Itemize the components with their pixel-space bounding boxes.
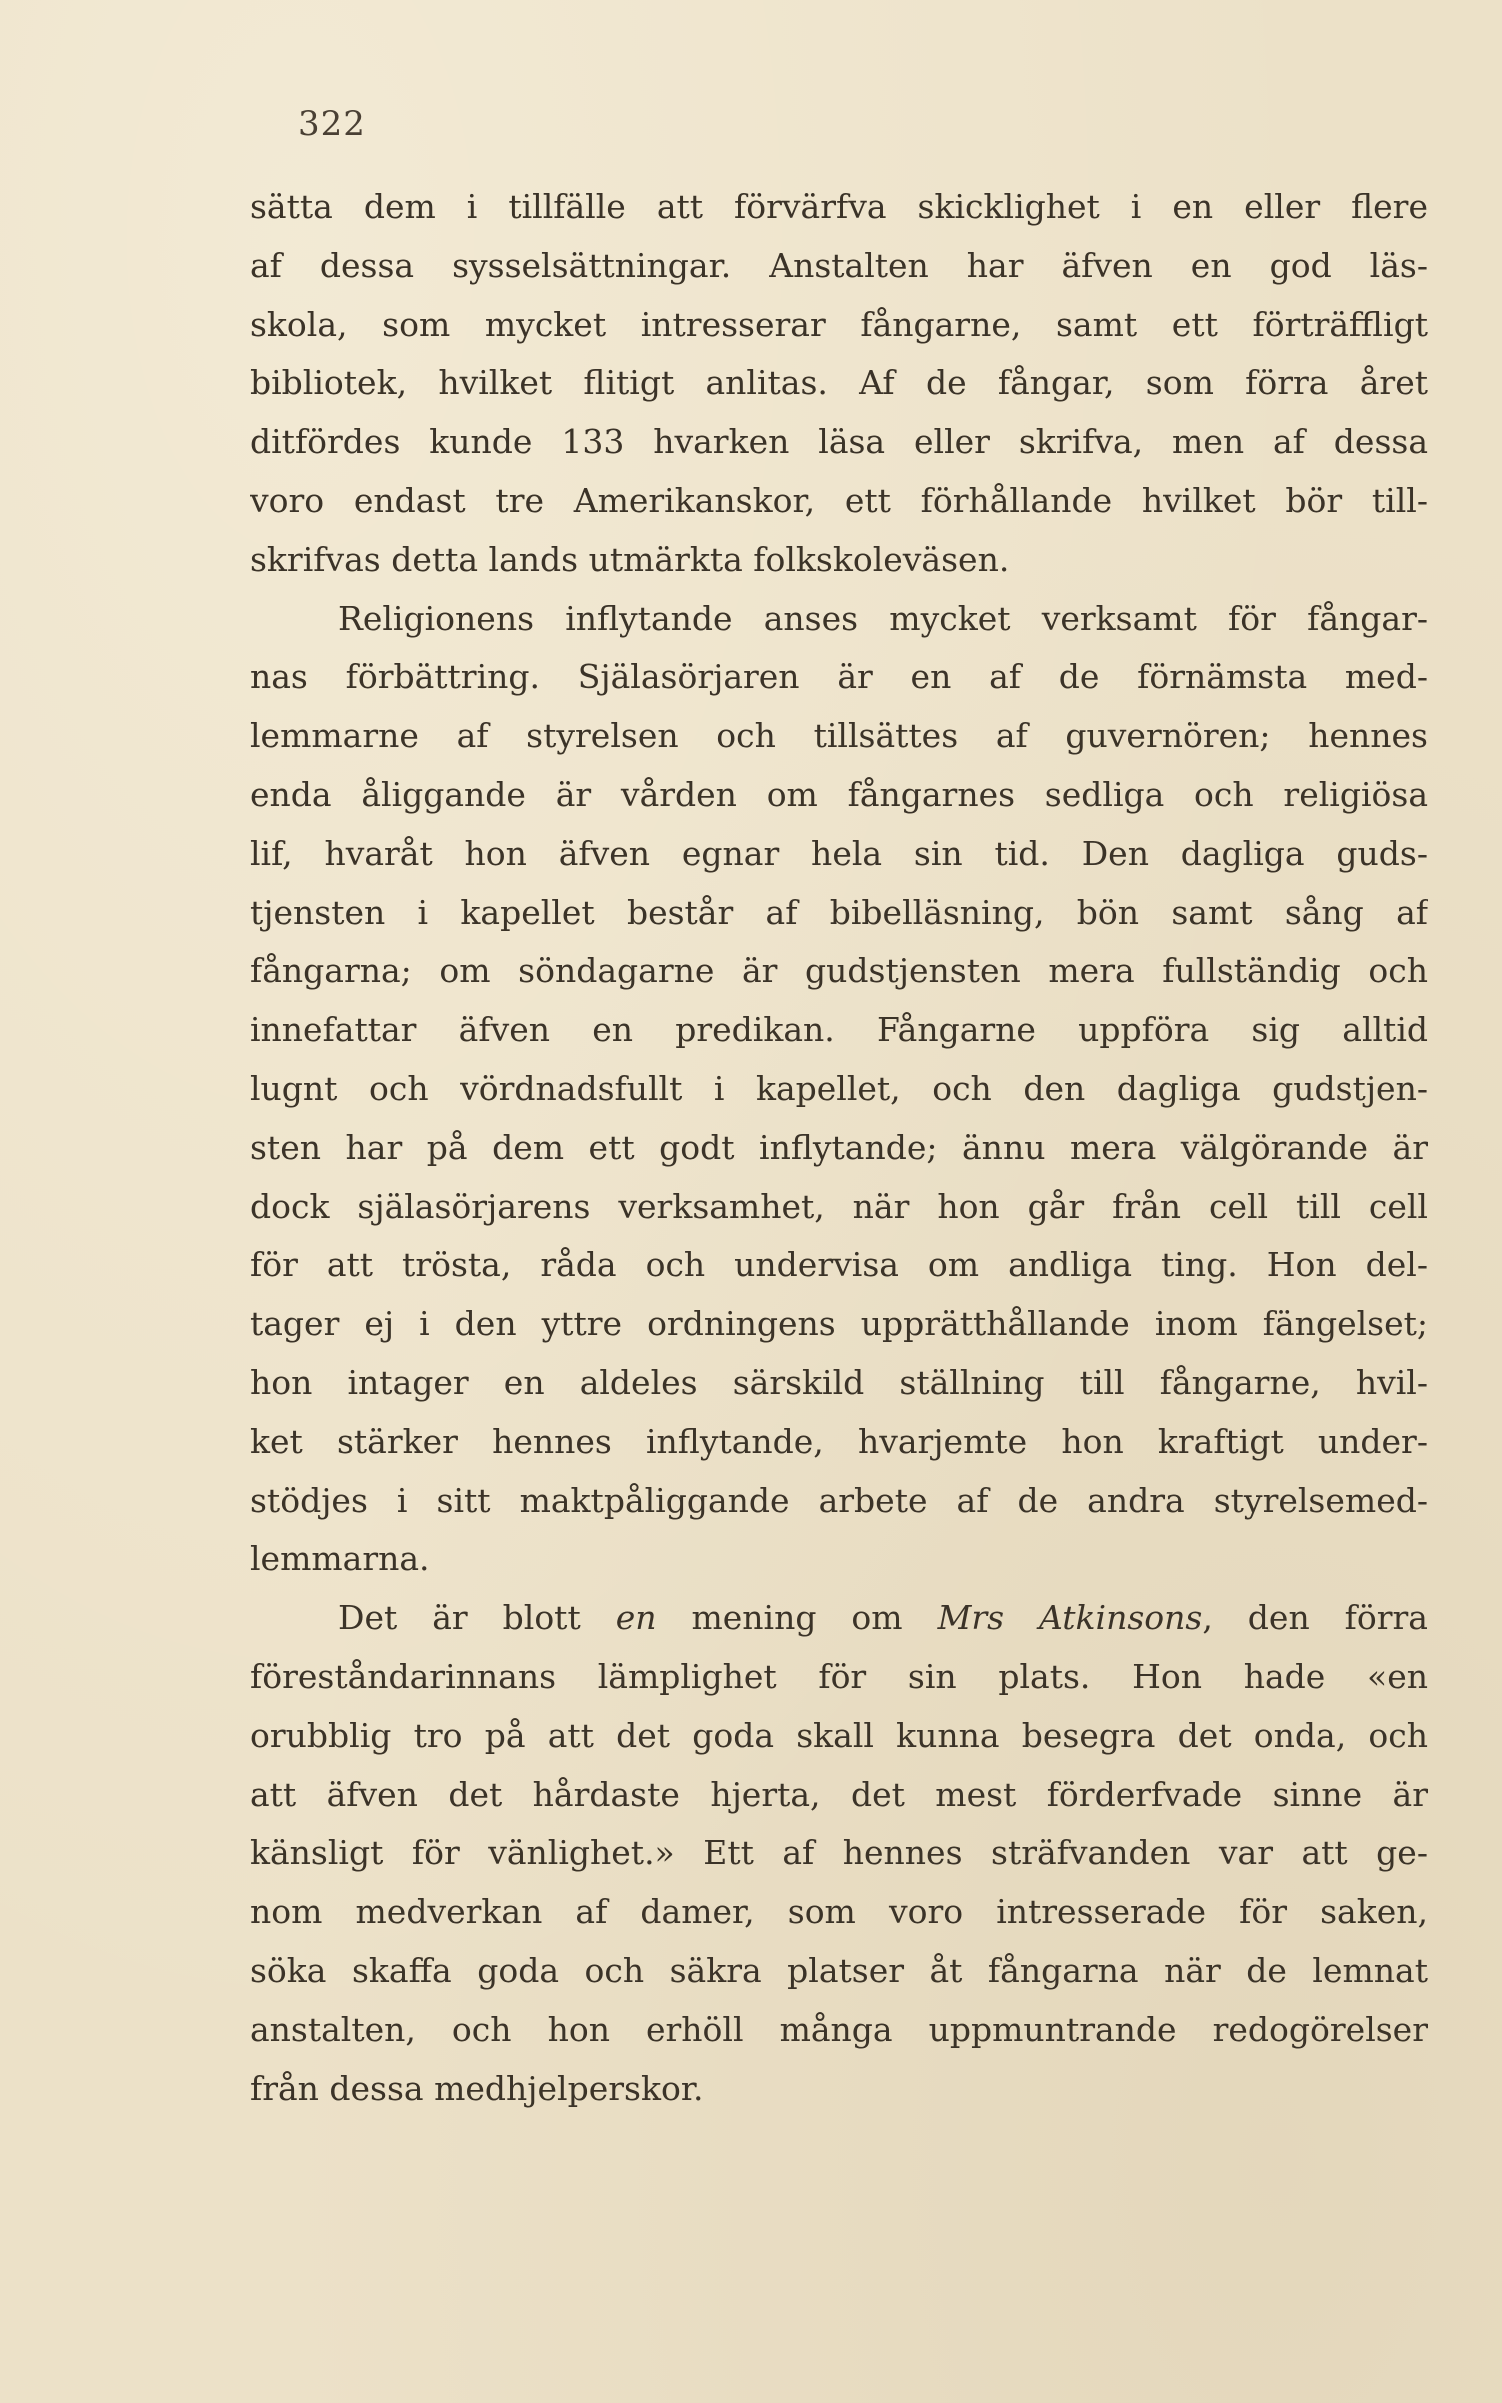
text-line: lemmarne af styrelsen och tillsättes af guvernören; hennes <box>250 716 1428 756</box>
text-line: för att trösta, råda och undervisa om andliga ting. Hon del- <box>250 1245 1428 1285</box>
text-line: fångarna; om söndagarne är gudstjensten mera fullständig och <box>250 951 1428 991</box>
text-line: Religionens inflytande anses mycket verksamt för fångar- <box>338 598 1428 638</box>
text-span: mening om <box>656 1598 938 1638</box>
italic-word: en <box>615 1598 657 1638</box>
text-line: skrifvas detta lands utmärkta folkskoleväsen. <box>250 539 1010 579</box>
text-line: voro endast tre Amerikanskor, ett förhållande hvilket bör till- <box>250 480 1428 520</box>
text-line: bibliotek, hvilket flitigt anlitas. Af de fångar, som förra året <box>250 363 1428 403</box>
text-line: innefattar äfven en predikan. Fångarne uppföra sig alltid <box>250 1010 1428 1050</box>
text-line-with-italics <box>250 1589 1428 1648</box>
text-line: föreståndarinnans lämplighet för sin plats. Hon hade «en <box>250 1656 1428 1696</box>
text-line: enda åliggande är vården om fångarnes sedliga och religiösa <box>250 774 1428 814</box>
text-line: ditfördes kunde 133 hvarken läsa eller skrifva, men af dessa <box>250 422 1428 462</box>
text-line: anstalten, och hon erhöll många uppmuntrande redogörelser <box>250 2009 1428 2049</box>
text-line: nas förbättring. Själasörjaren är en af de förnämsta med- <box>250 657 1428 697</box>
text-line: lugnt och vördnadsfullt i kapellet, och den dagliga gudstjen- <box>250 1068 1428 1108</box>
text-line: från dessa medhjelperskor. <box>250 2068 704 2108</box>
italic-name: Mrs Atkinsons <box>937 1598 1203 1638</box>
text-line: hon intager en aldeles särskild ställning till fångarne, hvil- <box>250 1362 1428 1402</box>
body-text <box>250 178 1428 2118</box>
text-line: tager ej i den yttre ordningens upprätthållande inom fängelset; <box>250 1304 1428 1344</box>
text-line: tjensten i kapellet består af bibelläsning, bön samt sång af <box>250 892 1428 932</box>
text-line: känsligt för vänlighet.» Ett af hennes sträfvanden var att ge- <box>250 1833 1428 1873</box>
text-span: Det är blott <box>338 1598 616 1638</box>
text-line: lif, hvaråt hon äfven egnar hela sin tid. Den dagliga guds- <box>250 833 1428 873</box>
text-line: ket stärker hennes inflytande, hvarjemte hon kraftigt under- <box>250 1421 1428 1461</box>
text-line: sätta dem i tillfälle att förvärfva skicklighet i en eller flere <box>250 187 1428 226</box>
text-line: lemmarna. <box>250 1539 430 1579</box>
text-line: stödjes i sitt maktpåliggande arbete af de andra styrelsemed- <box>250 1480 1428 1520</box>
text-line: söka skaffa goda och säkra platser åt fångarna när de lemnat <box>250 1950 1428 1990</box>
text-line: att äfven det hårdaste hjerta, det mest förderfvade sinne är <box>250 1774 1428 1814</box>
text-line: skola, som mycket intresserar fångarne, samt ett förträffligt <box>250 304 1428 344</box>
text-line: af dessa sysselsättningar. Anstalten har äfven en god läs- <box>250 245 1428 285</box>
text-span: , den förra <box>1202 1598 1428 1638</box>
text-line: orubblig tro på att det goda skall kunna besegra det onda, och <box>250 1715 1428 1755</box>
page-number: 322 <box>298 104 366 144</box>
text-line: dock själasörjarens verksamhet, när hon går från cell till cell <box>250 1186 1428 1226</box>
text-line: nom medverkan af damer, som voro intresserade för saken, <box>250 1892 1428 1932</box>
text-line: sten har på dem ett godt inflytande; ännu mera välgörande är <box>250 1127 1428 1167</box>
